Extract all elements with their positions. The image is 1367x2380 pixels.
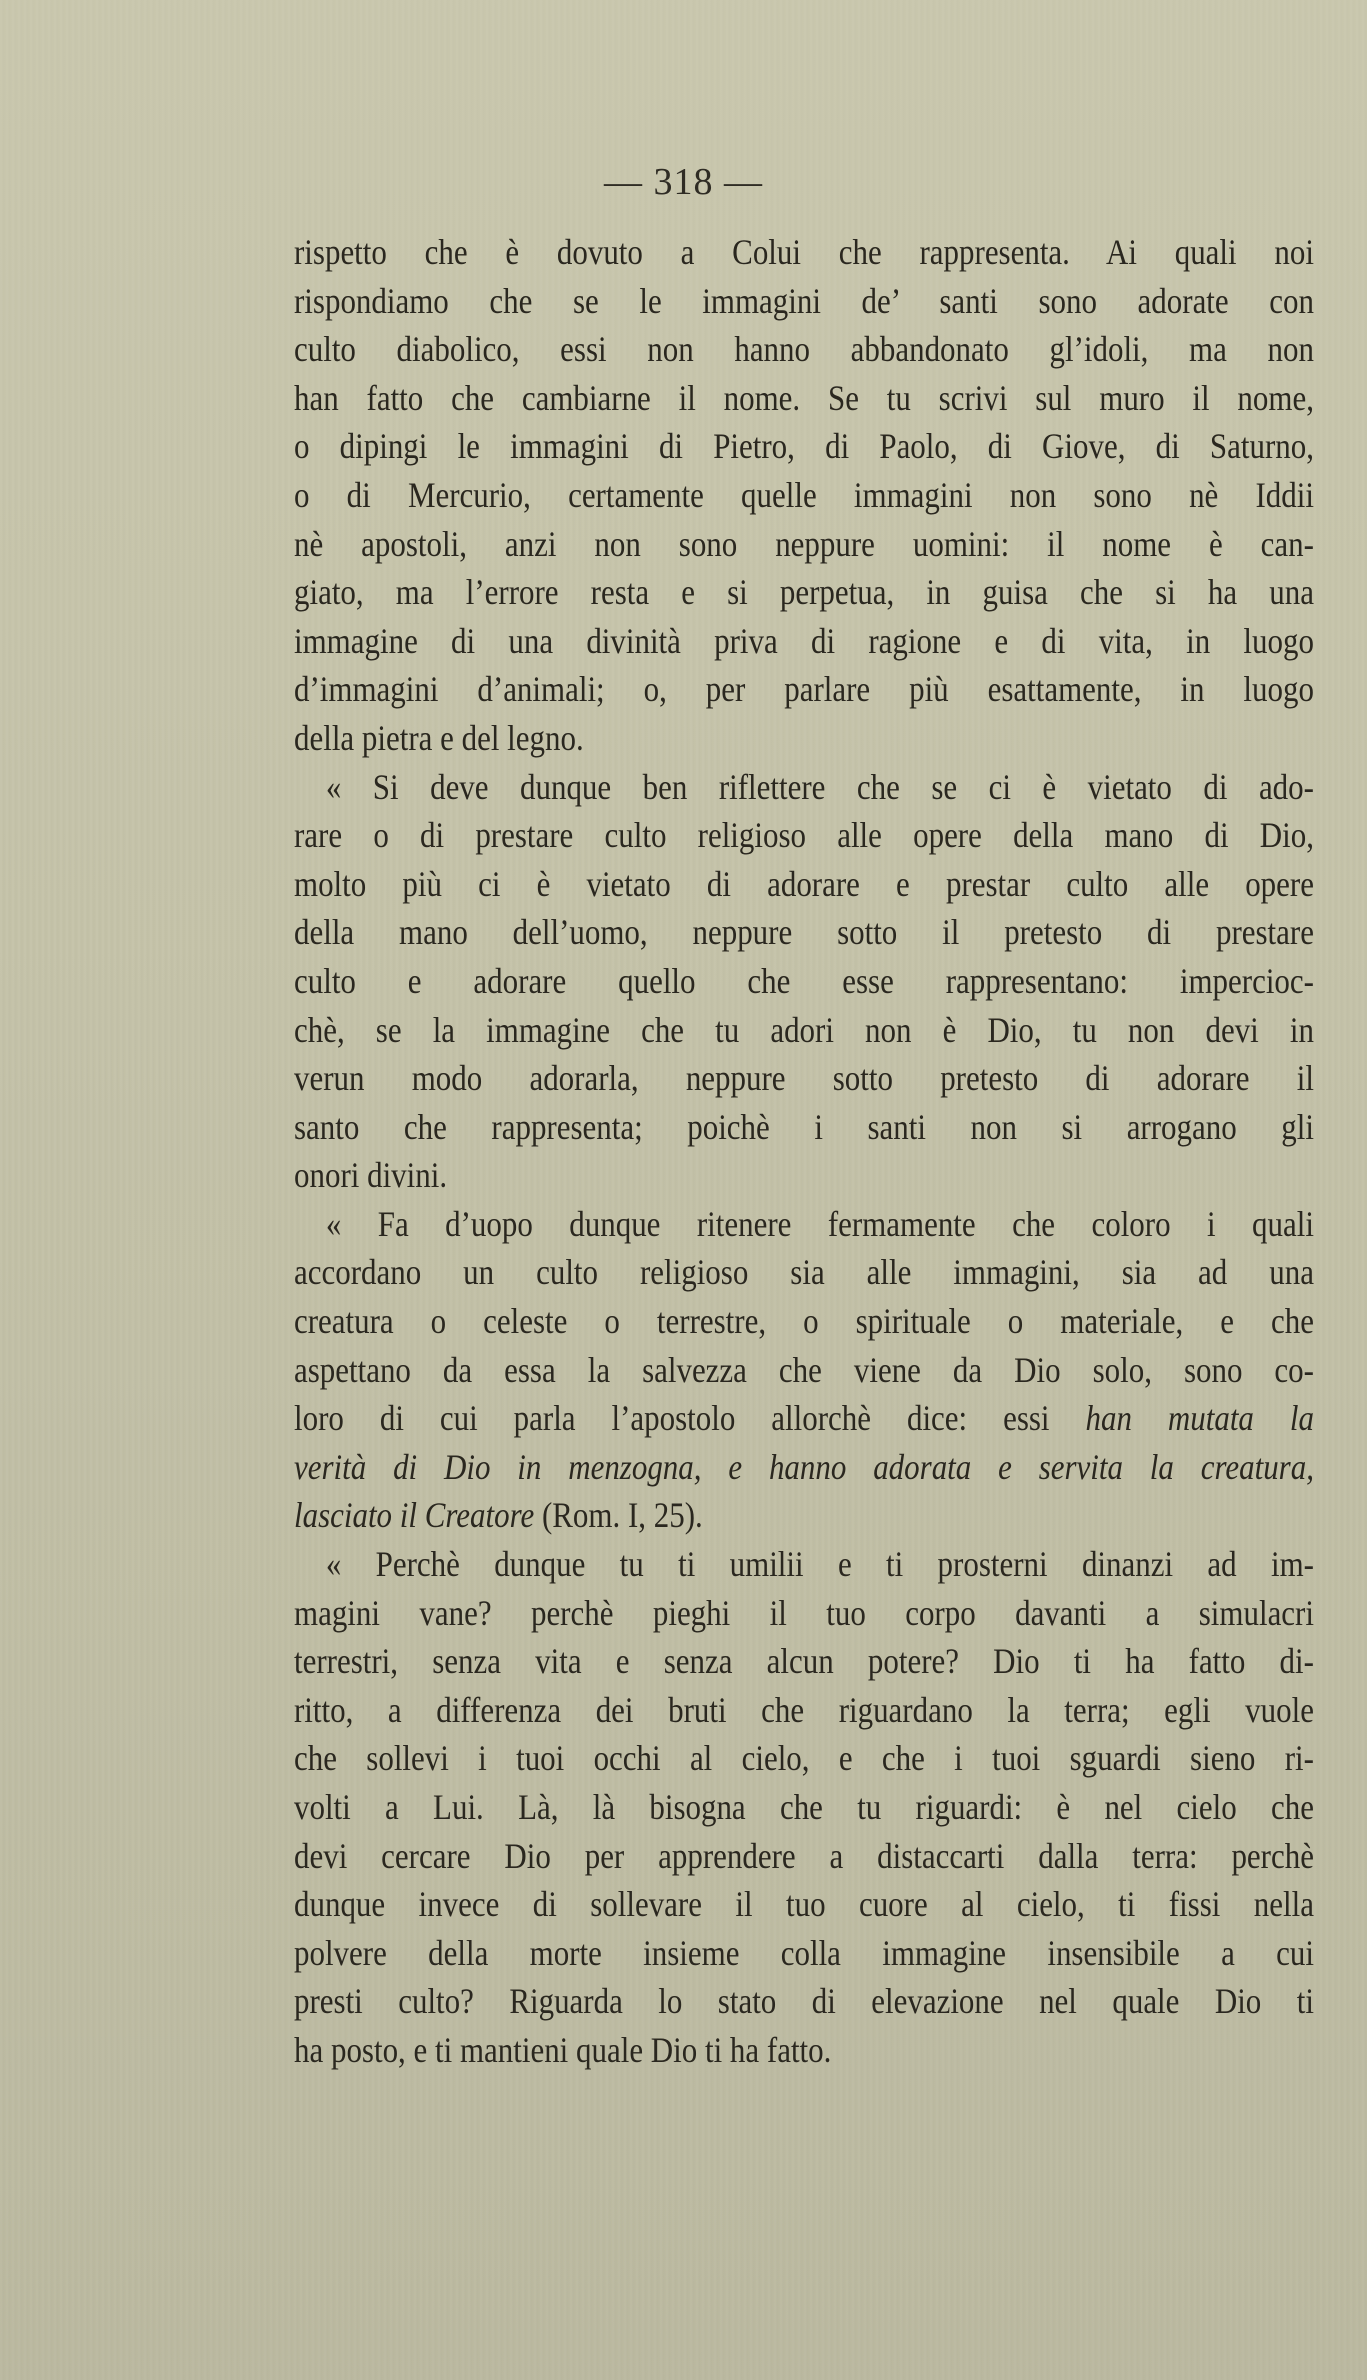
text-line: della mano dell’uomo, neppure sotto il pretesto di prestare [294, 912, 1314, 953]
text-line: immagine di una divinità priva di ragione e di vita, in luogo [294, 620, 1314, 661]
text-line: o dipingi le immagini di Pietro, di Paolo, di Giove, di Saturno, [294, 426, 1314, 467]
paragraph [294, 1540, 1314, 2075]
text-line: polvere della morte insieme colla immagine insensibile a cui [294, 1932, 1314, 1973]
text-line: rispetto che è dovuto a Colui che rappresenta. Ai quali noi [294, 232, 1314, 272]
text-line: devi cercare Dio per apprendere a distaccarti dalla terra: perchè [294, 1835, 1314, 1876]
text-line: della pietra e del legno. [294, 717, 584, 758]
text-line: « Perchè dunque tu ti umilii e ti prosterni dinanzi ad im- [325, 1544, 1314, 1585]
text-line: « Fa d’uopo dunque ritenere fermamente che coloro i quali [325, 1203, 1314, 1244]
biblical-quote-line: verità di Dio in menzogna, e hanno adorata e servita la creatura, [294, 1446, 1314, 1487]
text-line: onori divini. [294, 1155, 448, 1196]
text-line: aspettano da essa la salvezza che viene da Dio solo, sono co- [294, 1349, 1314, 1390]
citation: (Rom. I, 25). [541, 1495, 703, 1536]
text-line: giato, ma l’errore resta e si perpetua, in guisa che si ha una [294, 572, 1314, 613]
text-line: creatura o celeste o terrestre, o spirituale o materiale, e che [294, 1301, 1314, 1342]
text-line [294, 1491, 1314, 1540]
biblical-quote: lasciato il Creatore [294, 1495, 535, 1536]
text-line: terrestri, senza vita e senza alcun potere? Dio ti ha fatto di- [294, 1641, 1314, 1682]
text-line: chè, se la immagine che tu adori non è Dio, tu non devi in [294, 1009, 1314, 1050]
text-line: verun modo adorarla, neppure sotto pretesto di adorare il [294, 1058, 1314, 1099]
text-line: rispondiamo che se le immagini de’ santi sono adorate con [294, 280, 1314, 321]
text-line: molto più ci è vietato di adorare e prestar culto alle opere [294, 863, 1314, 904]
text-line: han fatto che cambiarne il nome. Se tu scrivi sul muro il nome, [294, 377, 1314, 418]
text-line: « Si deve dunque ben riflettere che se ci è vietato di ado- [325, 766, 1314, 807]
text-line: accordano un culto religioso sia alle immagini, sia ad una [294, 1252, 1314, 1293]
paragraph [294, 228, 1314, 763]
text-line: che sollevi i tuoi occhi al cielo, e che i tuoi sguardi sieno ri- [294, 1738, 1314, 1779]
text-line: dunque invece di sollevare il tuo cuore al cielo, ti fissi nella [294, 1884, 1314, 1925]
paragraph [294, 763, 1314, 1200]
text-line: culto diabolico, essi non hanno abbandonato gl’idoli, ma non [294, 329, 1314, 370]
text-line: magini vane? perchè pieghi il tuo corpo davanti a simulacri [294, 1592, 1314, 1633]
page-number: — 318 — [604, 161, 763, 203]
text-line: volti a Lui. Là, là bisogna che tu riguardi: è nel cielo che [294, 1787, 1314, 1827]
text-line: rare o di prestare culto religioso alle opere della mano di Dio, [294, 815, 1314, 856]
text-fragment: loro di cui parla l’apostolo allorchè dice: essi [294, 1398, 1050, 1439]
text-line: culto e adorare quello che esse rappresentano: impercioc- [294, 960, 1314, 1001]
paragraph [294, 1200, 1314, 1540]
biblical-quote: han mutata la [1085, 1398, 1314, 1439]
text-line: presti culto? Riguarda lo stato di elevazione nel quale Dio ti [294, 1981, 1314, 2022]
text-line: d’immagini d’animali; o, per parlare più esattamente, in luogo [294, 669, 1314, 710]
text-line: santo che rappresenta; poichè i santi non si arrogano gli [294, 1106, 1314, 1147]
text-line: ha posto, e ti mantieni quale Dio ti ha fatto. [294, 2029, 832, 2070]
text-line: o di Mercurio, certamente quelle immagini non sono nè Iddii [294, 474, 1314, 515]
body-text [294, 228, 1314, 2075]
text-line: ritto, a differenza dei bruti che riguardano la terra; egli vuole [294, 1689, 1314, 1730]
text-line: nè apostoli, anzi non sono neppure uomini: il nome è can- [294, 523, 1314, 564]
text-line [294, 1394, 1314, 1443]
